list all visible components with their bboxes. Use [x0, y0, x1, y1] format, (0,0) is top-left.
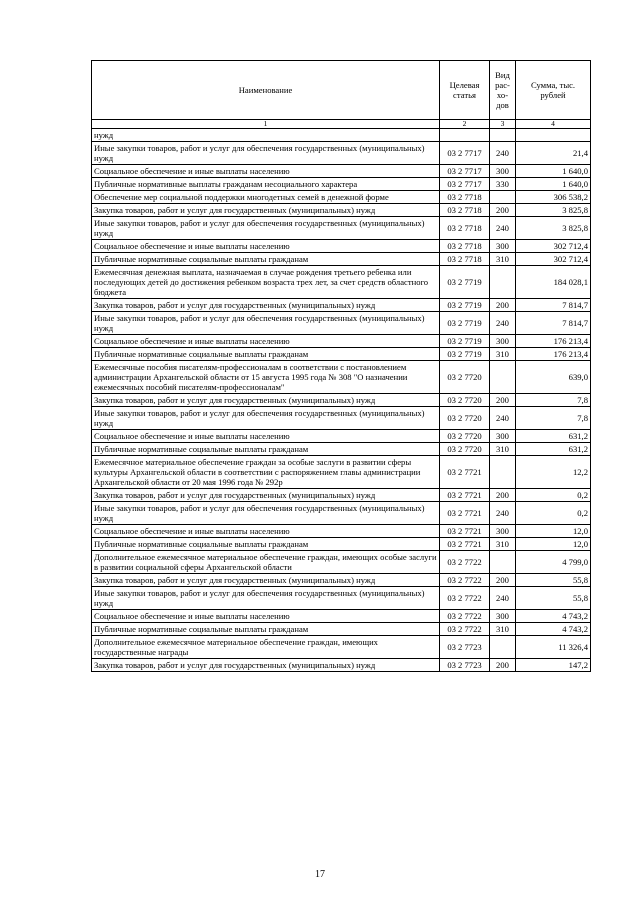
row-expense-type: 300 — [490, 430, 516, 443]
row-target-article: 03 2 7719 — [440, 335, 490, 348]
row-expense-type — [490, 456, 516, 489]
row-target-article: 03 2 7718 — [440, 217, 490, 240]
table-row — [92, 240, 591, 253]
row-target-article: 03 2 7718 — [440, 191, 490, 204]
table-row — [92, 299, 591, 312]
table-row — [92, 456, 591, 489]
row-amount: 55,8 — [516, 574, 591, 587]
row-target-article: 03 2 7721 — [440, 456, 490, 489]
row-name: Иные закупки товаров, работ и услуг для обеспечения государственных (муниципальных) нужд — [92, 407, 440, 430]
table-row — [92, 623, 591, 636]
row-amount: 1 640,0 — [516, 165, 591, 178]
document-page — [91, 60, 590, 672]
table-row — [92, 502, 591, 525]
row-expense-type — [490, 636, 516, 659]
row-amount: 7,8 — [516, 407, 591, 430]
row-target-article: 03 2 7717 — [440, 165, 490, 178]
table-row — [92, 361, 591, 394]
table-row — [92, 551, 591, 574]
row-target-article: 03 2 7719 — [440, 266, 490, 299]
row-name: Публичные нормативные выплаты гражданам несоциального характера — [92, 178, 440, 191]
table-row — [92, 266, 591, 299]
page-number: 17 — [315, 869, 325, 880]
table-row — [92, 217, 591, 240]
row-name: Закупка товаров, работ и услуг для государственных (муниципальных) нужд — [92, 659, 440, 672]
row-expense-type: 330 — [490, 178, 516, 191]
row-amount: 302 712,4 — [516, 240, 591, 253]
row-target-article: 03 2 7722 — [440, 610, 490, 623]
table-row — [92, 659, 591, 672]
row-name: Социальное обеспечение и иные выплаты населению — [92, 525, 440, 538]
row-amount: 147,2 — [516, 659, 591, 672]
row-target-article: 03 2 7719 — [440, 348, 490, 361]
row-expense-type — [490, 361, 516, 394]
row-amount: 4 743,2 — [516, 610, 591, 623]
row-name: Иные закупки товаров, работ и услуг для обеспечения государственных (муниципальных) нужд — [92, 502, 440, 525]
row-expense-type: 310 — [490, 623, 516, 636]
row-expense-type: 240 — [490, 312, 516, 335]
row-amount: 12,0 — [516, 538, 591, 551]
row-name: Закупка товаров, работ и услуг для государственных (муниципальных) нужд — [92, 299, 440, 312]
row-target-article: 03 2 7722 — [440, 551, 490, 574]
row-name: нужд — [92, 129, 440, 142]
row-amount: 7 814,7 — [516, 299, 591, 312]
row-name: Ежемесячная денежная выплата, назначаемая в случае рождения третьего ребенка или последующих детей до достижения ребенком возраста трех лет, за счет средств областного бюджета — [92, 266, 440, 299]
row-name: Публичные нормативные социальные выплаты гражданам — [92, 348, 440, 361]
row-amount: 184 028,1 — [516, 266, 591, 299]
row-expense-type: 200 — [490, 659, 516, 672]
row-expense-type: 200 — [490, 394, 516, 407]
table-row — [92, 610, 591, 623]
row-expense-type — [490, 266, 516, 299]
row-amount: 302 712,4 — [516, 253, 591, 266]
row-expense-type: 300 — [490, 525, 516, 538]
row-expense-type: 200 — [490, 204, 516, 217]
header-target-article: Целевая статья — [440, 61, 490, 120]
table-row — [92, 443, 591, 456]
row-target-article: 03 2 7720 — [440, 430, 490, 443]
row-amount: 639,0 — [516, 361, 591, 394]
row-expense-type: 240 — [490, 502, 516, 525]
row-name: Дополнительное ежемесячное материальное обеспечение граждан, имеющих особые заслуги в развитии социальной сферы Архангельской области — [92, 551, 440, 574]
row-name: Закупка товаров, работ и услуг для государственных (муниципальных) нужд — [92, 394, 440, 407]
row-amount: 631,2 — [516, 430, 591, 443]
row-amount: 7,8 — [516, 394, 591, 407]
row-name: Закупка товаров, работ и услуг для государственных (муниципальных) нужд — [92, 204, 440, 217]
header-amount: Сумма, тыс. рублей — [516, 61, 591, 120]
row-name: Ежемесячное материальное обеспечение граждан за особые заслуги в развитии сферы культуры Архангельской области в соответствии с распоряжением главы администрации Архангельской области от 20 мая 1996 года № 292р — [92, 456, 440, 489]
table-row — [92, 204, 591, 217]
row-amount: 3 825,8 — [516, 217, 591, 240]
row-target-article: 03 2 7717 — [440, 142, 490, 165]
row-expense-type: 200 — [490, 489, 516, 502]
row-target-article: 03 2 7717 — [440, 178, 490, 191]
col-number-4: 4 — [516, 120, 591, 129]
row-name: Публичные нормативные социальные выплаты гражданам — [92, 538, 440, 551]
row-amount: 12,0 — [516, 525, 591, 538]
row-expense-type: 300 — [490, 240, 516, 253]
row-target-article: 03 2 7720 — [440, 407, 490, 430]
table-row — [92, 178, 591, 191]
row-expense-type — [490, 191, 516, 204]
budget-table — [91, 60, 591, 672]
table-row — [92, 312, 591, 335]
row-name: Социальное обеспечение и иные выплаты населению — [92, 240, 440, 253]
table-row — [92, 335, 591, 348]
table-row — [92, 129, 591, 142]
col-number-1: 1 — [92, 120, 440, 129]
row-name: Ежемесячные пособия писателям-профессионалам в соответствии с постановлением администрации Архангельской области от 15 августа 1995 года № 308 "О назначении ежемесячных пособий писателям-профессионалам" — [92, 361, 440, 394]
header-name: Наименование — [92, 61, 440, 120]
row-name: Иные закупки товаров, работ и услуг для обеспечения государственных (муниципальных) нужд — [92, 312, 440, 335]
row-amount: 306 538,2 — [516, 191, 591, 204]
table-row — [92, 574, 591, 587]
row-amount: 1 640,0 — [516, 178, 591, 191]
row-name: Иные закупки товаров, работ и услуг для обеспечения государственных (муниципальных) нужд — [92, 217, 440, 240]
row-expense-type: 310 — [490, 253, 516, 266]
row-target-article: 03 2 7722 — [440, 623, 490, 636]
row-target-article: 03 2 7718 — [440, 253, 490, 266]
row-amount: 4 743,2 — [516, 623, 591, 636]
row-target-article: 03 2 7720 — [440, 361, 490, 394]
table-row — [92, 394, 591, 407]
row-target-article: 03 2 7721 — [440, 502, 490, 525]
row-target-article: 03 2 7723 — [440, 659, 490, 672]
row-expense-type — [490, 551, 516, 574]
table-row — [92, 587, 591, 610]
row-amount: 631,2 — [516, 443, 591, 456]
row-expense-type: 240 — [490, 587, 516, 610]
row-amount: 0,2 — [516, 502, 591, 525]
column-number-row — [92, 120, 591, 129]
row-name: Дополнительное ежемесячное материальное обеспечение граждан, имеющих государственные награды — [92, 636, 440, 659]
row-amount: 0,2 — [516, 489, 591, 502]
row-target-article: 03 2 7722 — [440, 574, 490, 587]
row-target-article: 03 2 7720 — [440, 443, 490, 456]
table-header-row — [92, 61, 591, 120]
row-target-article: 03 2 7721 — [440, 538, 490, 551]
row-amount: 55,8 — [516, 587, 591, 610]
table-row — [92, 430, 591, 443]
header-expense-type: Вид рас-хо-дов — [490, 61, 516, 120]
row-name: Публичные нормативные социальные выплаты гражданам — [92, 443, 440, 456]
row-target-article: 03 2 7718 — [440, 204, 490, 217]
row-expense-type: 240 — [490, 407, 516, 430]
row-amount — [516, 129, 591, 142]
row-amount: 176 213,4 — [516, 348, 591, 361]
row-target-article: 03 2 7719 — [440, 312, 490, 335]
row-expense-type: 310 — [490, 443, 516, 456]
table-row — [92, 525, 591, 538]
row-target-article: 03 2 7719 — [440, 299, 490, 312]
row-target-article: 03 2 7723 — [440, 636, 490, 659]
row-name: Обеспечение мер социальной поддержки многодетных семей в денежной форме — [92, 191, 440, 204]
row-name: Социальное обеспечение и иные выплаты населению — [92, 430, 440, 443]
table-row — [92, 489, 591, 502]
row-expense-type: 240 — [490, 142, 516, 165]
row-name: Социальное обеспечение и иные выплаты населению — [92, 610, 440, 623]
table-row — [92, 538, 591, 551]
row-target-article: 03 2 7722 — [440, 587, 490, 610]
table-row — [92, 142, 591, 165]
row-amount: 7 814,7 — [516, 312, 591, 335]
row-name: Публичные нормативные социальные выплаты гражданам — [92, 623, 440, 636]
row-target-article: 03 2 7721 — [440, 489, 490, 502]
row-expense-type: 300 — [490, 610, 516, 623]
row-target-article — [440, 129, 490, 142]
row-name: Социальное обеспечение и иные выплаты населению — [92, 335, 440, 348]
table-row — [92, 165, 591, 178]
table-row — [92, 253, 591, 266]
row-amount: 21,4 — [516, 142, 591, 165]
row-expense-type: 200 — [490, 574, 516, 587]
table-body — [92, 129, 591, 672]
row-amount: 3 825,8 — [516, 204, 591, 217]
row-name: Закупка товаров, работ и услуг для государственных (муниципальных) нужд — [92, 574, 440, 587]
row-name: Иные закупки товаров, работ и услуг для обеспечения государственных (муниципальных) нужд — [92, 587, 440, 610]
row-amount: 176 213,4 — [516, 335, 591, 348]
row-name: Иные закупки товаров, работ и услуг для обеспечения государственных (муниципальных) нужд — [92, 142, 440, 165]
col-number-2: 2 — [440, 120, 490, 129]
col-number-3: 3 — [490, 120, 516, 129]
table-row — [92, 348, 591, 361]
row-name: Социальное обеспечение и иные выплаты населению — [92, 165, 440, 178]
row-expense-type: 240 — [490, 217, 516, 240]
table-row — [92, 636, 591, 659]
row-name: Закупка товаров, работ и услуг для государственных (муниципальных) нужд — [92, 489, 440, 502]
row-target-article: 03 2 7720 — [440, 394, 490, 407]
row-expense-type: 200 — [490, 299, 516, 312]
row-name: Публичные нормативные социальные выплаты гражданам — [92, 253, 440, 266]
row-target-article: 03 2 7721 — [440, 525, 490, 538]
table-row — [92, 191, 591, 204]
row-expense-type: 300 — [490, 335, 516, 348]
row-expense-type: 310 — [490, 538, 516, 551]
row-expense-type — [490, 129, 516, 142]
row-expense-type: 310 — [490, 348, 516, 361]
row-amount: 12,2 — [516, 456, 591, 489]
row-expense-type: 300 — [490, 165, 516, 178]
table-row — [92, 407, 591, 430]
row-amount: 11 326,4 — [516, 636, 591, 659]
row-amount: 4 799,0 — [516, 551, 591, 574]
row-target-article: 03 2 7718 — [440, 240, 490, 253]
